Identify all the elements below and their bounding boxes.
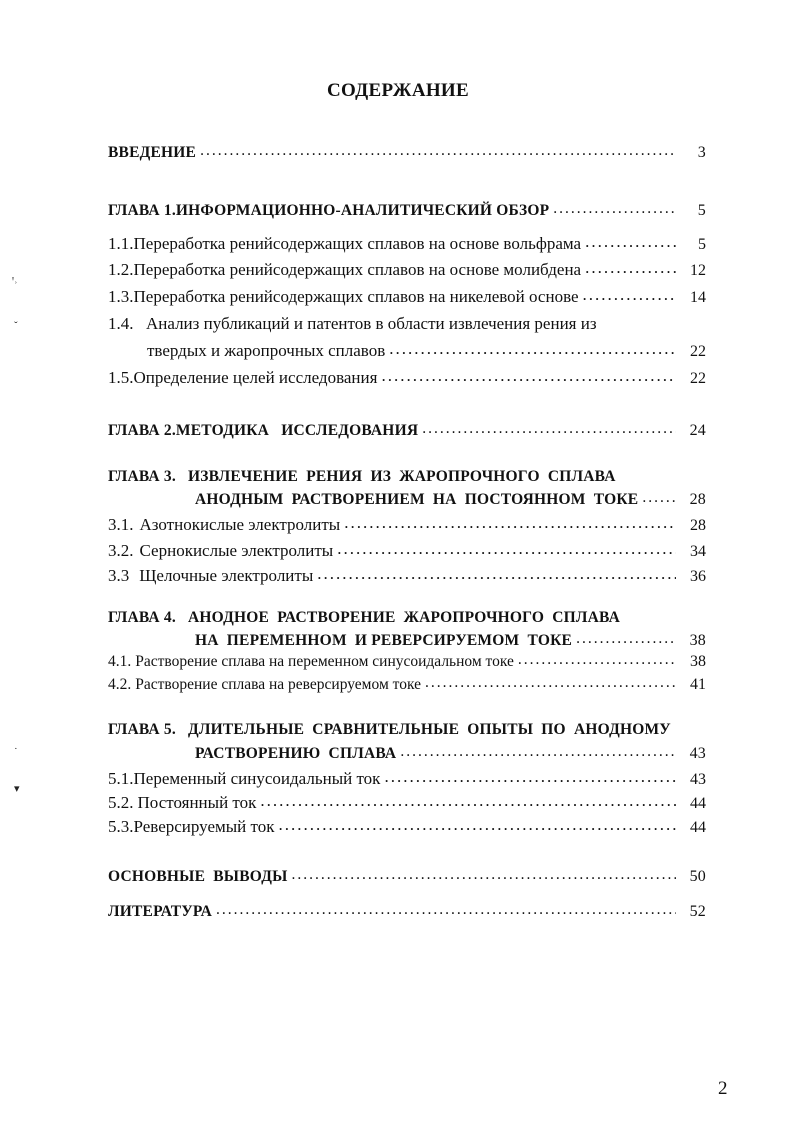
- section-number: 1.4.: [108, 314, 134, 333]
- toc-entry-chapter-2: [108, 420, 706, 442]
- section-number: 3.3: [108, 566, 130, 585]
- entry-label: Переработка ренийсодержащих сплавов на основе вольфрама: [133, 234, 582, 253]
- entry-label-continued: твердых и жаропрочных сплавов: [147, 341, 386, 360]
- entry-page: 22: [690, 343, 706, 360]
- entry-label: Определение целей исследования: [133, 368, 378, 387]
- entry-label-continued: РАСТВОРЕНИЮ СПЛАВА: [195, 745, 397, 762]
- dot-leader: [576, 628, 676, 650]
- dot-leader: [585, 257, 676, 279]
- section-number: 1.2.: [108, 260, 134, 279]
- section-number: 3.1.: [108, 515, 134, 534]
- section-number: 5.1.: [108, 769, 134, 788]
- entry-page: 41: [690, 676, 706, 693]
- entry-label: Реверсируемый ток: [133, 817, 275, 836]
- dot-leader: [216, 899, 676, 921]
- section-number: 4.2.: [108, 676, 132, 693]
- dot-leader: [422, 418, 676, 440]
- section-number: 4.1.: [108, 653, 132, 670]
- chapter-number: ГЛАВА 5.: [108, 721, 176, 738]
- entry-page: 5: [697, 202, 706, 219]
- toc-entry-5-2: [108, 792, 706, 815]
- dot-leader: [518, 649, 676, 671]
- toc-entry-5-1: [108, 768, 706, 791]
- entry-label: Постоянный ток: [137, 793, 257, 812]
- entry-label: Растворение сплава на переменном синусоидальном токе: [135, 653, 514, 670]
- toc-entry-chapter-5: [108, 719, 706, 741]
- dot-leader: [260, 790, 676, 812]
- chapter-number: ГЛАВА 3.: [108, 468, 176, 485]
- toc-entry-4-1: [108, 651, 706, 673]
- toc-entry-1-1: [108, 233, 706, 256]
- entry-page: 28: [690, 517, 706, 534]
- entry-label: Анализ публикаций и патентов в области извлечения рения из: [146, 314, 597, 333]
- entry-page: 22: [690, 370, 706, 387]
- toc-entry-chapter-3: [108, 466, 706, 488]
- section-number: 1.5.: [108, 368, 134, 387]
- dot-leader: [317, 563, 676, 585]
- entry-page: 14: [690, 289, 706, 306]
- toc-entry-1-5: [108, 367, 706, 390]
- entry-page: 50: [689, 868, 706, 885]
- toc-entry-3-2: [108, 540, 706, 563]
- section-number: 3.2.: [108, 541, 134, 560]
- section-number: 1.3.: [108, 287, 134, 306]
- entry-label-continued: АНОДНЫМ РАСТВОРЕНИЕМ НА ПОСТОЯННОМ ТОКЕ: [195, 491, 639, 508]
- entry-page: 44: [690, 819, 706, 836]
- toc-entry-1-4: [108, 313, 706, 335]
- entry-label: ЛИТЕРАТУРА: [108, 903, 212, 920]
- entry-label: ВВЕДЕНИЕ: [108, 144, 197, 161]
- toc-entry-1-2: [108, 259, 706, 282]
- dot-leader: [585, 231, 676, 253]
- section-number: 1.1.: [108, 234, 134, 253]
- toc-entry-3-3: [108, 565, 706, 588]
- section-number: 5.3.: [108, 817, 134, 836]
- toc-entry-chapter-5-cont: [195, 743, 706, 765]
- toc-entry-5-3: [108, 816, 706, 839]
- dot-leader: [642, 487, 676, 509]
- dot-leader: [583, 284, 676, 306]
- page-title: СОДЕРЖАНИЕ: [327, 80, 469, 101]
- toc-entry-1-4-cont: [147, 340, 706, 363]
- entry-page: 12: [690, 262, 706, 279]
- scan-speck: ▾: [14, 783, 20, 795]
- entry-page: 43: [689, 745, 706, 762]
- scan-speck: ꞌ˒: [12, 275, 18, 287]
- entry-page: 36: [690, 568, 706, 585]
- dot-leader: [344, 512, 676, 534]
- chapter-number: ГЛАВА 1.: [108, 202, 176, 219]
- dot-leader: [337, 538, 676, 560]
- entry-label: ИЗВЛЕЧЕНИЕ РЕНИЯ ИЗ ЖАРОПРОЧНОГО СПЛАВА: [188, 468, 616, 485]
- toc-entry-4-2: [108, 674, 706, 696]
- entry-label: Переменный синусоидальный ток: [133, 769, 381, 788]
- entry-label: АНОДНОЕ РАСТВОРЕНИЕ ЖАРОПРОЧНОГО СПЛАВА: [188, 609, 621, 626]
- page-number: 2: [718, 1078, 728, 1099]
- dot-leader: [278, 814, 676, 836]
- toc-entry-intro: [108, 142, 706, 164]
- entry-label: ОСНОВНЫЕ ВЫВОДЫ: [108, 868, 288, 885]
- chapter-number: ГЛАВА 2.: [108, 422, 176, 439]
- entry-label: Растворение сплава на реверсируемом токе: [135, 676, 421, 693]
- entry-label: Переработка ренийсодержащих сплавов на никелевой основе: [133, 287, 579, 306]
- chapter-number: ГЛАВА 4.: [108, 609, 176, 626]
- entry-label: Переработка ренийсодержащих сплавов на основе молибдена: [133, 260, 582, 279]
- toc-entry-chapter-3-cont: [195, 489, 706, 511]
- entry-page: 5: [698, 236, 706, 253]
- toc-entry-literature: [108, 901, 706, 923]
- entry-label: МЕТОДИКА ИССЛЕДОВАНИЯ: [175, 422, 419, 439]
- entry-page: 38: [689, 632, 706, 649]
- dot-leader: [292, 864, 676, 886]
- entry-page: 38: [690, 653, 706, 670]
- scan-speck: ˙: [14, 746, 18, 758]
- entry-page: 24: [689, 422, 706, 439]
- dot-leader: [553, 198, 676, 220]
- entry-page: 44: [690, 795, 706, 812]
- entry-page: 3: [697, 144, 706, 161]
- toc-entry-3-1: [108, 514, 706, 537]
- entry-page: 34: [690, 543, 706, 560]
- dot-leader: [200, 140, 676, 162]
- entry-page: 28: [689, 491, 706, 508]
- entry-page: 43: [690, 771, 706, 788]
- section-number: 5.2.: [108, 793, 134, 812]
- entry-label: Сернокислые электролиты: [139, 541, 334, 560]
- dot-leader: [381, 365, 676, 387]
- toc-entry-1-3: [108, 286, 706, 309]
- scan-speck: ˇ: [14, 320, 18, 332]
- entry-label: Азотнокислые электролиты: [139, 515, 341, 534]
- dot-leader: [384, 766, 676, 788]
- entry-label: ДЛИТЕЛЬНЫЕ СРАВНИТЕЛЬНЫЕ ОПЫТЫ ПО АНОДНОМУ: [188, 721, 671, 738]
- entry-label-continued: НА ПЕРЕМЕННОМ И РЕВЕРСИРУЕМОМ ТОКЕ: [195, 632, 573, 649]
- toc-entry-conclusions: [108, 866, 706, 888]
- toc-entry-chapter-1: [108, 200, 706, 222]
- dot-leader: [400, 741, 676, 763]
- dot-leader: [425, 672, 676, 694]
- entry-page: 52: [689, 903, 706, 920]
- entry-label: Щелочные электролиты: [139, 566, 314, 585]
- dot-leader: [389, 338, 676, 360]
- toc-entry-chapter-4: [108, 607, 706, 629]
- entry-label: ИНФОРМАЦИОННО-АНАЛИТИЧЕСКИЙ ОБЗОР: [175, 202, 550, 219]
